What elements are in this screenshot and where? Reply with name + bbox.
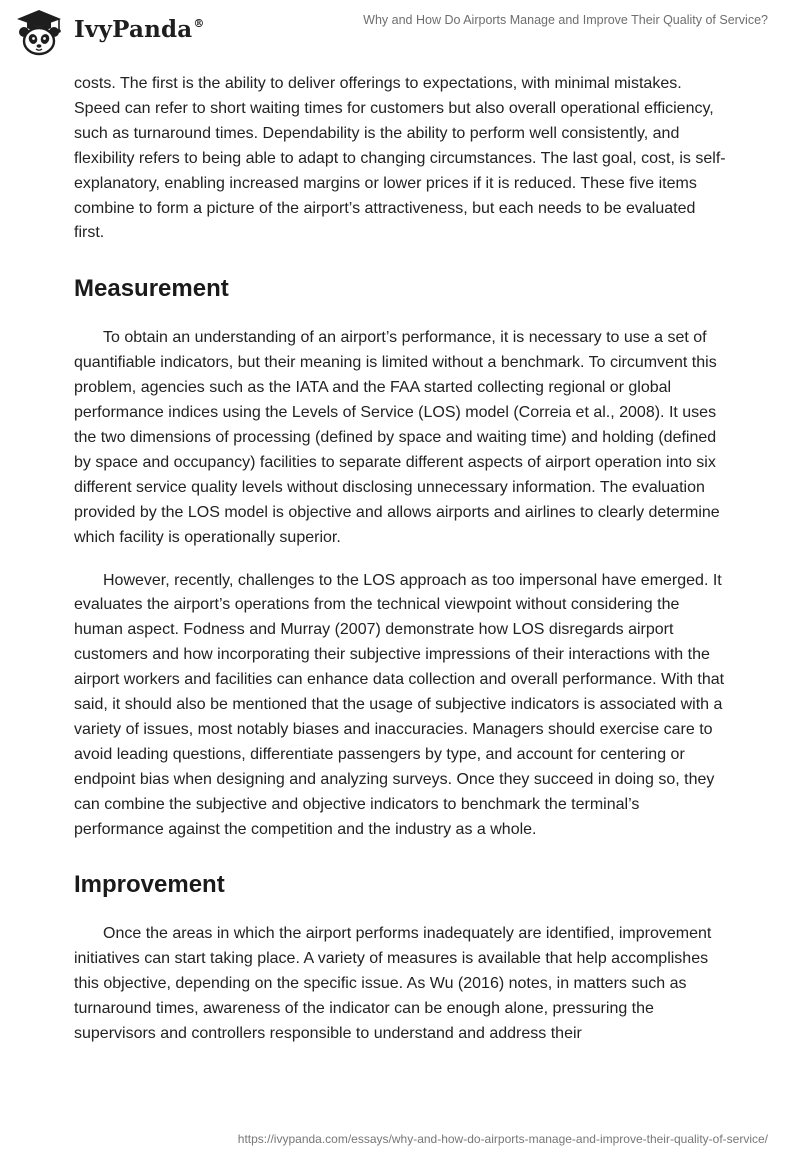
improvement-paragraph-1: Once the areas in which the airport performs inadequately are identified, improvement initiatives can start taking place. A variety of measures is available that help accomplishes this objective, depending on the specific issue. As Wu (2016) notes, in matters such as turnaround times, awareness of the indicator can be enough alone, pressuring the supervisors and controllers responsible to understand and address their bbox=[74, 925, 712, 1043]
source-url[interactable]: https://ivypanda.com/essays/why-and-how-do-airports-manage-and-improve-their-quality-of-service/ bbox=[237, 1132, 768, 1146]
brand-label: IvyPanda bbox=[74, 16, 193, 43]
registered-mark: ® bbox=[193, 17, 205, 30]
measurement-paragraph-1: To obtain an understanding of an airport’s performance, it is necessary to use a set of quantifiable indicators, but their meaning is limited without a benchmark. To circumvent this problem, agencies such as the IATA and the FAA started collecting regional or global performance indices using the Levels of Service (LOS) model (Correia et al., 2008). It uses the two dimensions of processing (defined by space and waiting time) and holding (defined by space and occupancy) facilities to separate different aspects of airport operation into six different service quality levels without disclosing unnecessary information. The evaluation provided by the LOS model is objective and allows airports and airlines to clearly determine which facility is operationally superior. bbox=[74, 329, 720, 546]
ivypanda-logo-icon[interactable] bbox=[14, 8, 64, 58]
page-header bbox=[0, 0, 800, 70]
section-heading-measurement: Measurement bbox=[74, 275, 229, 303]
essay-content bbox=[74, 72, 730, 1047]
section-heading-improvement: Improvement bbox=[74, 871, 225, 899]
measurement-paragraph-2: However, recently, challenges to the LOS approach as too impersonal have emerged. It evaluates the airport’s operations from the technical viewpoint without considering the human aspect. Fodness and Murray (2007) demonstrate how LOS disregards airport customers and how incorporating their subjective impressions of their interactions with the airport workers and facilities can enhance data collection and overall performance. With that said, it should also be mentioned that the usage of subjective indicators is associated with a variety of issues, most notably biases and inaccuracies. Managers should exercise care to avoid leading questions, differentiate passengers by type, and account for centering or endpoint bias when designing and analyzing surveys. Once they succeed in doing so, they can combine the subjective and objective indicators to benchmark the terminal’s performance against the competition and the industry as a whole. bbox=[74, 571, 725, 838]
intro-paragraph: costs. The first is the ability to deliver offerings to expectations, with minimal mistakes. Speed can refer to short waiting times for customers but also overall operational efficiency, such as turnaround times. Dependability is the ability to perform well consistently, and flexibility refers to being able to adapt to changing circumstances. The last goal, cost, is self-explanatory, enabling increased margins or lower prices if it is reduced. These five items combine to form a picture of the airport’s attractiveness, but each needs to be evaluated first. bbox=[74, 75, 726, 242]
brand-name[interactable] bbox=[74, 16, 205, 43]
document-title: Why and How Do Airports Manage and Improve Their Quality of Service? bbox=[363, 13, 768, 27]
